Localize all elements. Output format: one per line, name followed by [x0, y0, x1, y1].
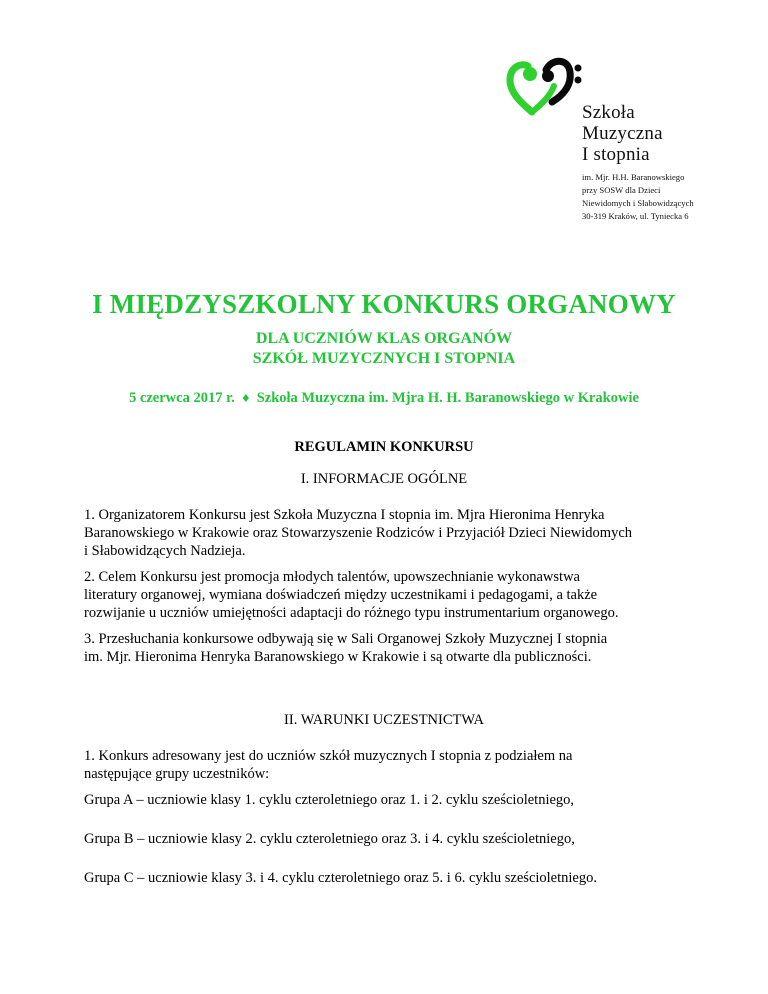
event-venue: Szkoła Muzyczna im. Mjra H. H. Baranowskiego w Krakowie	[256, 390, 639, 406]
competition-title: I MIĘDZYSZKOLNY KONKURS ORGANOWY	[92, 289, 676, 319]
logo-address	[582, 171, 694, 223]
group-c-item	[84, 869, 704, 887]
logo-address-line: im. Mjr. H.H. Baranowskiego	[582, 172, 685, 182]
paragraph-line: następujące grupy uczestników:	[84, 766, 270, 782]
paragraph-line: 1. Konkurs adresowany jest do uczniów szkół muzycznych I stopnia z podziałem na	[84, 748, 573, 764]
school-logo	[496, 50, 708, 232]
section-1-paragraph-2	[84, 568, 704, 622]
logo-title-line: Muzyczna	[582, 123, 663, 144]
group-a-item	[84, 791, 704, 809]
competition-subtitle-2: SZKÓŁ MUZYCZNYCH I STOPNIA	[252, 350, 516, 367]
section-1-paragraph-3	[84, 630, 704, 666]
section-2-heading: II. WARUNKI UCZESTNICTWA	[284, 712, 484, 728]
heart-clef-icon	[506, 56, 586, 118]
competition-subtitle-1: DLA UCZNIÓW KLAS ORGANÓW	[255, 330, 513, 347]
paragraph-line: literatury organowej, wymiana doświadczeń między uczestnikami i pedagogami, a także	[84, 587, 598, 603]
paragraph-line: i Słabowidzących Nadzieja.	[84, 543, 246, 559]
section-1-heading: I. INFORMACJE OGÓLNE	[300, 471, 468, 487]
logo-title-line: I stopnia	[582, 144, 650, 165]
diamond-separator-icon: ♦	[240, 392, 251, 405]
paragraph-line: 1. Organizatorem Konkursu jest Szkoła Muzyczna I stopnia im. Mjra Hieronima Henryka	[84, 507, 605, 523]
regulamin-heading: REGULAMIN KONKURSU	[294, 439, 474, 455]
paragraph-line: Grupa B – uczniowie klasy 2. cyklu czteroletniego oraz 3. i 4. cyklu sześcioletniego,	[84, 831, 575, 847]
date-venue-line	[0, 390, 768, 407]
logo-address-line: Niewidomych i Słabowidzących	[582, 198, 694, 208]
logo-address-line: 30-319 Kraków, ul. Tyniecka 6	[582, 211, 689, 221]
logo-address-line: przy SOSW dla Dzieci	[582, 185, 661, 195]
group-b-item	[84, 830, 704, 848]
paragraph-line: 3. Przesłuchania konkursowe odbywają się w Sali Organowej Szkoły Muzycznej I stopnia	[84, 631, 608, 647]
paragraph-line: Grupa A – uczniowie klasy 1. cyklu czteroletniego oraz 1. i 2. cyklu sześcioletniego,	[84, 792, 575, 808]
section-2-intro	[84, 747, 704, 783]
paragraph-line: rozwijanie u uczniów umiejętności adaptacji do różnego typu instrumentarium organowego.	[84, 605, 619, 621]
paragraph-line: Baranowskiego w Krakowie oraz Stowarzyszenie Rodziców i Przyjaciół Dzieci Niewidomych	[84, 525, 633, 541]
paragraph-line: 2. Celem Konkursu jest promocja młodych talentów, upowszechnianie wykonawstwa	[84, 569, 580, 585]
paragraph-line: im. Mjr. Hieronima Henryka Baranowskiego w Krakowie i są otwarte dla publiczności.	[84, 649, 592, 665]
logo-title-line: Szkoła	[582, 102, 635, 123]
event-date: 5 czerwca 2017 r.	[129, 390, 235, 406]
paragraph-line: Grupa C – uczniowie klasy 3. i 4. cyklu czteroletniego oraz 5. i 6. cyklu sześcioletniego.	[84, 870, 597, 886]
section-1-paragraph-1	[84, 506, 704, 560]
logo-title	[582, 102, 663, 165]
